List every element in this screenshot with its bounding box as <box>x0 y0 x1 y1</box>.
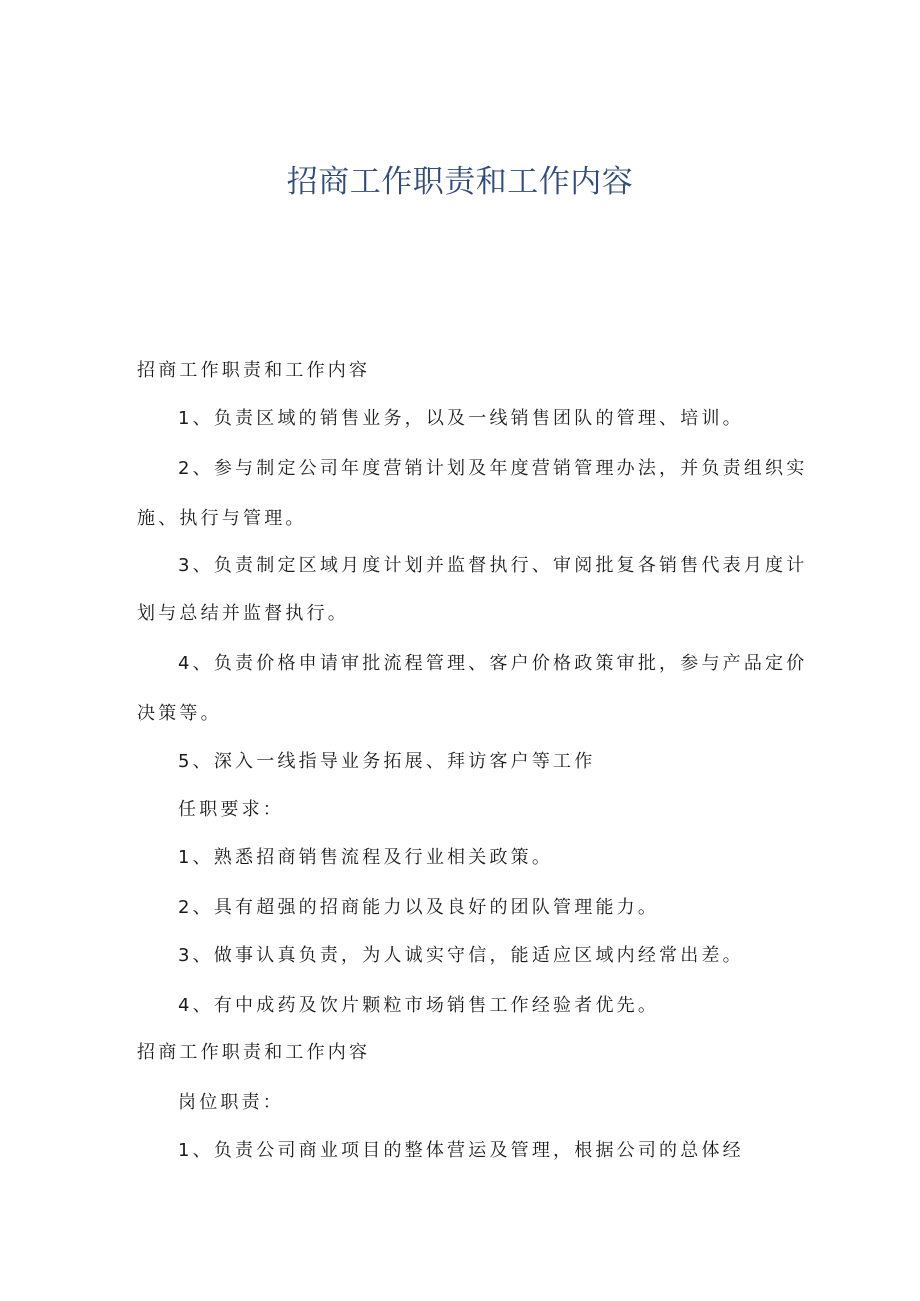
duty-item-1: 1、负责区域的销售业务，以及一线销售团队的管理、培训。 <box>178 408 744 429</box>
requirement-item-4: 4、有中成药及饮片颗粒市场销售工作经验者优先。 <box>178 995 660 1016</box>
section-heading-2: 招商工作职责和工作内容 <box>137 1042 371 1063</box>
duty-item-3-cont: 划与总结并监督执行。 <box>137 603 349 624</box>
duty-item-3: 3、负责制定区域月度计划并监督执行、审阅批复各销售代表月度计 <box>178 555 808 576</box>
duty-item-5: 5、深入一线指导业务拓展、拜访客户等工作 <box>178 751 596 772</box>
duty-item-2: 2、参与制定公司年度营销计划及年度营销管理办法，并负责组织实 <box>178 458 808 479</box>
duty-item-4-cont: 决策等。 <box>137 703 222 724</box>
duty-item-4: 4、负责价格申请审批流程管理、客户价格政策审批，参与产品定价 <box>178 653 808 674</box>
position-duties-heading: 岗位职责： <box>178 1092 284 1113</box>
position-duty-item-1: 1、负责公司商业项目的整体营运及管理，根据公司的总体经 <box>178 1140 744 1161</box>
requirement-item-2: 2、具有超强的招商能力以及良好的团队管理能力。 <box>178 897 660 918</box>
section-heading: 招商工作职责和工作内容 <box>137 360 371 381</box>
requirement-item-3: 3、做事认真负责，为人诚实守信，能适应区域内经常出差。 <box>178 945 744 966</box>
duty-item-2-cont: 施、执行与管理。 <box>137 508 307 529</box>
requirements-heading: 任职要求： <box>178 799 284 820</box>
requirement-item-1: 1、熟悉招商销售流程及行业相关政策。 <box>178 847 554 868</box>
document-title: 招商工作职责和工作内容 <box>286 164 634 200</box>
